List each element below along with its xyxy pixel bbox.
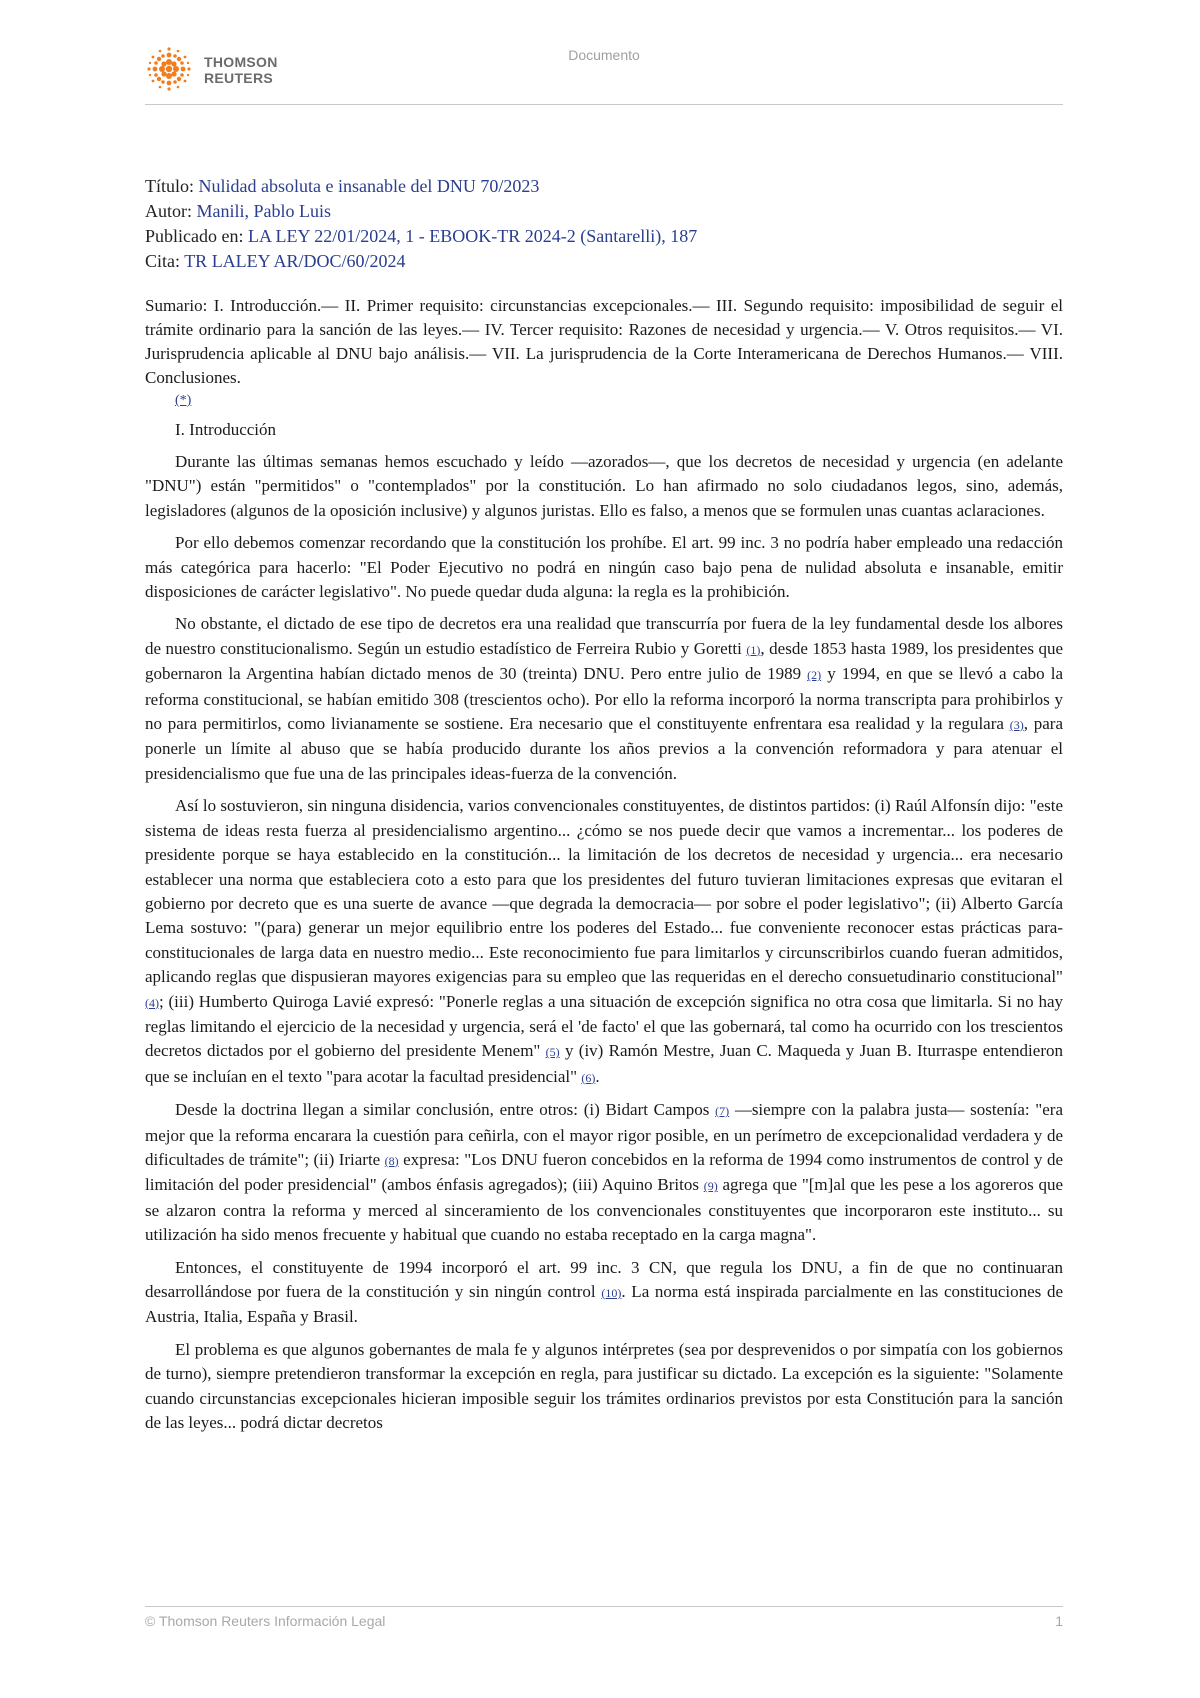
titulo-label: Título:: [145, 176, 194, 196]
footnote-link-2[interactable]: (2): [807, 668, 822, 683]
paragraph-4-text-b: ; (iii) Humberto Quiroga Lavié expresó: "Ponerle reglas a una situación de excepción significa no otra cosa que limitarla. Si no hay reglas limitando el ejercicio de la necesidad y urgencia, será el 'de facto' el que las gobernará, tal como ha ocurrido con los trescientos decretos dictados por el gobierno del presidente Menem": [145, 991, 1063, 1061]
cita-value[interactable]: TR LALEY AR/DOC/60/2024: [184, 251, 406, 271]
paragraph-3-text-a: No obstante, el dictado de ese tipo de decretos era una realidad que transcurría por fuera de la ley fundamental desde los albores de nuestro constitucionalismo. Según un estudio estadístico de Ferreira Rubio y Goretti: [145, 614, 1063, 658]
paragraph-1: Durante las últimas semanas hemos escuchado y leído —azorados—, que los decretos de necesidad y urgencia (en adelante "DNU") están "permitidos" o "contemplados" por la constitución. Lo han afirmado no solo ciudadanos legos, sino, además, legisladores (algunos de la oposición inclusive) y algunos juristas. Ello es falso, a menos que se formulen unas cuantas aclaraciones.: [145, 452, 1063, 520]
paragraph-5-text-d: agrega que "[m]al que les pese a los agoreros que se alzaron contra la reforma y merced al sinceramiento de los convencionales constituyentes que incorporaron este instituto... su utilización ha sido menos frecuente y habitual que cuando no estaba receptado en la carga magna".: [145, 1175, 1063, 1245]
logo-line-thomson: THOMSON: [204, 54, 278, 70]
autor-value[interactable]: Manili, Pablo Luis: [196, 201, 331, 221]
footnote-link-8[interactable]: (8): [384, 1153, 399, 1168]
paragraph-5-text-a: Desde la doctrina llegan a similar conclusión, entre otros: (i) Bidart Campos: [175, 1100, 716, 1120]
page-header: [145, 40, 1063, 105]
paragraph-3-text-c: y 1994, en que se llevó a cabo la reforma constitucional, se habían emitido 308 (trescientos ocho). Por ello la reforma incorporó la norma transcripta para prohibirlos y no para permitirlos, como livianamente se sostiene. Era necesario que el constituyente enfrentara esa realidad y la regulara: [145, 664, 1063, 734]
titulo-value[interactable]: Nulidad absoluta e insanable del DNU 70/2023: [198, 176, 540, 196]
meta-cita: [145, 249, 1063, 274]
paragraph-4: [145, 794, 1063, 1090]
section-title: I. Introducción: [175, 420, 277, 439]
footnote-link-9[interactable]: (9): [703, 1179, 718, 1194]
logo-line-reuters: REUTERS: [204, 70, 273, 86]
page-number: 1: [1055, 1613, 1063, 1629]
footnote-link-3[interactable]: (3): [1009, 718, 1024, 733]
meta-autor: [145, 199, 1063, 224]
paragraph-4-text-c: y (iv) Ramón Mestre, Juan C. Maqueda y Juan B. Iturraspe entendieron que se incluían en el texto "para acotar la facultad presidencial": [145, 1041, 1063, 1086]
summary: Sumario: I. Introducción.— II. Primer requisito: circunstancias excepcionales.— III. Segundo requisito: imposibilidad de seguir el trámite ordinario para la sanción de las leyes.— IV. Tercer requisito: Razones de necesidad y urgencia.— V. Otros requisitos.— VI. Jurisprudencia aplicable al DNU bajo análisis.— VII. La jurisprudencia de la Corte Interamericana de Derechos Humanos.— VIII. Conclusiones.: [145, 296, 1063, 387]
paragraph-3: [145, 612, 1063, 786]
header-title: Documento: [568, 47, 640, 63]
paragraph-6: [145, 1256, 1063, 1330]
paragraph-6-text-b: . La norma está inspirada parcialmente en las constituciones de Austria, Italia, España y Brasil.: [145, 1282, 1063, 1327]
document-content: [145, 174, 1063, 1435]
meta-publicado: [145, 224, 1063, 249]
paragraph-5: [145, 1098, 1063, 1247]
paragraph-2: Por ello debemos comenzar recordando que la constitución los prohíbe. El art. 99 inc. 3 no podría haber empleado una redacción más categórica para hacerlo: "El Poder Ejecutivo no podrá en ningún caso bajo pena de nulidad absoluta e insanable, emitir disposiciones de carácter legislativo". No puede quedar duda alguna: la regla es la prohibición.: [145, 533, 1063, 602]
footnote-link-1[interactable]: (1): [746, 642, 761, 657]
page-footer: [145, 1606, 1063, 1629]
footer-copyright: © Thomson Reuters Información Legal: [145, 1613, 386, 1629]
footnote-link-6[interactable]: (6): [581, 1070, 596, 1085]
footnote-link-5[interactable]: (5): [545, 1045, 560, 1060]
publicado-label: Publicado en:: [145, 226, 244, 246]
footnote-link-10[interactable]: (10): [601, 1286, 622, 1300]
paragraph-7: El problema es que algunos gobernantes de mala fe y algunos intérpretes (sea por desprevenidos o por simpatía con los gobiernos de turno), siempre pretendieron transformar la excepción en regla, para justificar su dictado. La excepción es la siguiente: "Solamente cuando circunstancias excepcionales hicieran imposible seguir los trámites ordinarios previstos por esta Constitución para la sanción de las leyes... podrá dictar decretos: [145, 1339, 1063, 1433]
autor-label: Autor:: [145, 201, 192, 221]
paragraph-4-text-a: Así lo sostuvieron, sin ninguna disidencia, varios convencionales constituyentes, de distintos partidos: (i) Raúl Alfonsín dijo: "este sistema de ideas resta fuerza al presidencialismo argentino... ¿cómo se nos puede decir que vamos a incrementar... los poderes de presidente porque se haya establecido en la constitución... la limitación de los decretos de necesidad y urgencia... era necesario establecer una norma que estableciera coto a esto para que los presidentes del futuro tuvieran limitaciones expresas que evitaran el gobierno por decreto que es una suerte de avance —que degrada la democracia— por sobre el poder legislativo"; (ii) Alberto García Lema sostuvo: "(para) generar un mejor equilibrio entre los poderes del Estado... fue conveniente reconocer estas prácticas para-constitucionales de larga data en nuestro medio... Este reconocimiento fue para limitarlos y circunscribirlos cuando fueran admitidos, aplicando reglas que dispusieran mayores exigencias para su empleo que las requeridas en el derecho consuetudinario constitucional": [145, 796, 1063, 987]
paragraph-3-text-b: , desde 1853 hasta 1989, los presidentes que gobernaron la Argentina habían dictado menos de 30 (treinta) DNU. Pero entre julio de 1989: [145, 638, 1063, 684]
publicado-value[interactable]: LA LEY 22/01/2024, 1 - EBOOK-TR 2024-2 (Santarelli), 187: [247, 226, 698, 246]
paragraph-4-text-d: .: [595, 1066, 600, 1086]
paragraph-6-text-a: Entonces, el constituyente de 1994 incorporó el art. 99 inc. 3 CN, que regula los DNU, a fin de que no continuaran desarrollándose por fuera de la constitución y sin ningún control: [145, 1257, 1063, 1301]
footnote-link-4[interactable]: (4): [145, 995, 159, 1010]
footnote-link-7[interactable]: (7): [715, 1104, 730, 1119]
paragraph-3-text-d: , para ponerle un límite al abuso que se había producido durante los años previos a la convención reformadora y para atenuar el presidencialismo que fue una de las principales ideas-fuerza de la convención.: [145, 714, 1063, 783]
note-link[interactable]: (*): [175, 393, 192, 408]
paragraph-5-text-c: expresa: "Los DNU fueron concebidos en la reforma de 1994 como instrumentos de control y de limitación del poder presidencial" (ambos énfasis agregados); (iii) Aquino Britos: [145, 1149, 1064, 1195]
meta-titulo: [145, 174, 1063, 199]
cita-label: Cita:: [145, 251, 180, 271]
paragraph-5-text-b: —siempre con la palabra justa— sostenía: "era mejor que la reforma encarara la cuestión para ceñirla, con el mayor rigor posible, en un perímetro de excepcionalidad verdadera y de dificultades de trámite"; (ii) Iriarte: [145, 1100, 1063, 1169]
